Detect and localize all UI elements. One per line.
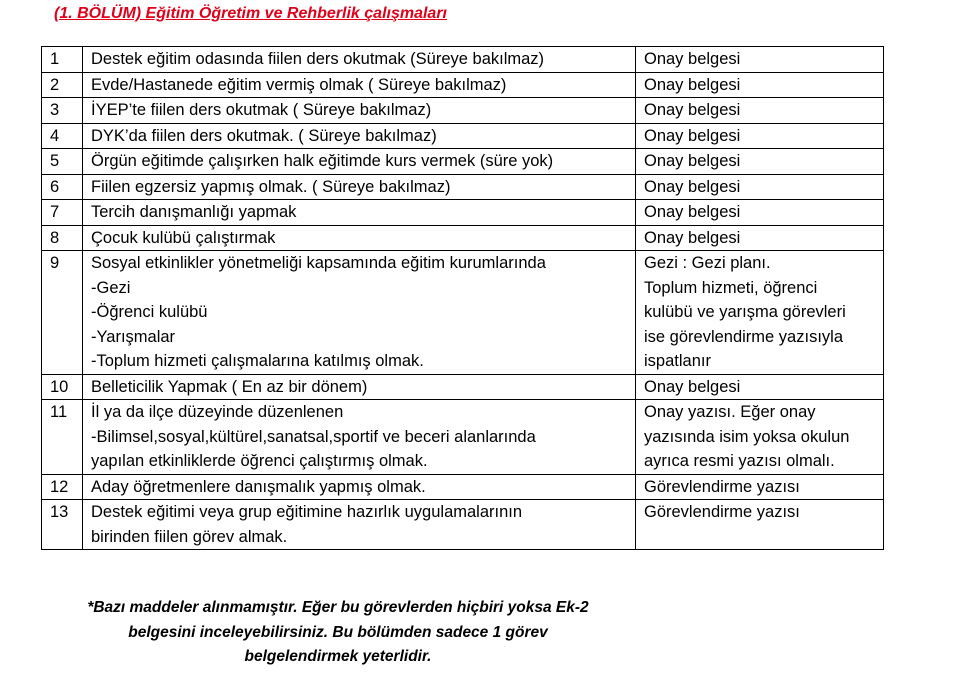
description-line: Tercih danışmanlığı yapmak (91, 203, 297, 221)
required-document (636, 149, 884, 175)
activities-table-body (42, 47, 884, 550)
description-line: Fiilen egzersiz yapmış olmak. ( Süreye bakılmaz) (91, 177, 451, 196)
row-number: 13 (42, 500, 83, 550)
description-line: Destek eğitimi veya grup eğitimine hazırlık uygulamalarının (91, 503, 523, 521)
activity-description (83, 47, 636, 73)
table-row (42, 474, 884, 500)
activity-description (83, 98, 636, 124)
row-number: 10 (42, 374, 83, 400)
description-line: İl ya da ilçe düzeyinde düzenlenen (91, 403, 344, 421)
activity-description (83, 400, 636, 475)
table-row (42, 47, 884, 73)
document-line: Görevlendirme yazısı (644, 477, 800, 496)
required-document (636, 123, 884, 149)
required-document (636, 47, 884, 73)
description-line: Belleticilik Yapmak ( En az bir dönem) (91, 377, 368, 396)
activity-description (83, 474, 636, 500)
row-number: 7 (42, 200, 83, 226)
document-line: ise görevlendirme yazısıyla (644, 327, 843, 346)
description-line: Örgün eğitimde çalışırken halk eğitimde kurs vermek (süre yok) (91, 152, 554, 170)
row-number: 1 (42, 47, 83, 73)
document-line: Onay yazısı. Eğer onay (644, 403, 816, 421)
row-number: 9 (42, 251, 83, 375)
row-number: 2 (42, 72, 83, 98)
activity-description (83, 374, 636, 400)
footnote (0, 596, 676, 670)
document-line: Görevlendirme yazısı (644, 503, 800, 521)
activity-description (83, 149, 636, 175)
description-line: Çocuk kulübü çalıştırmak (91, 228, 276, 247)
description-line: birinden fiilen görev almak. (91, 527, 288, 546)
description-line: Destek eğitim odasında fiilen ders okutmak (Süreye bakılmaz) (91, 50, 545, 68)
table-row (42, 174, 884, 200)
description-line: -Yarışmalar (91, 327, 176, 346)
activity-description (83, 225, 636, 251)
required-document (636, 251, 884, 375)
description-line: DYK’da fiilen ders okutmak. ( Süreye bakılmaz) (91, 126, 437, 145)
document-line: yazısında isim yoksa okulun (644, 427, 850, 446)
document-line: Onay belgesi (644, 50, 741, 68)
row-number: 5 (42, 149, 83, 175)
description-line: Evde/Hastanede eğitim vermiş olmak ( Süreye bakılmaz) (91, 75, 507, 94)
activities-table (41, 46, 884, 550)
required-document (636, 500, 884, 550)
description-line: İYEP’te fiilen ders okutmak ( Süreye bakılmaz) (91, 101, 432, 119)
document-line: Gezi : Gezi planı. (644, 254, 771, 272)
description-line: -Bilimsel,sosyal,kültürel,sanatsal,sportif ve beceri alanlarında (91, 427, 536, 446)
description-line: Sosyal etkinlikler yönetmeliği kapsamında eğitim kurumlarında (91, 254, 546, 272)
activity-description (83, 123, 636, 149)
required-document (636, 200, 884, 226)
table-row (42, 123, 884, 149)
row-number: 12 (42, 474, 83, 500)
activity-description (83, 72, 636, 98)
description-line: yapılan etkinliklerde öğrenci çalıştırmış olmak. (91, 452, 428, 470)
activity-description (83, 251, 636, 375)
description-line: -Gezi (91, 278, 131, 297)
row-number: 3 (42, 98, 83, 124)
document-line: Onay belgesi (644, 228, 741, 247)
description-line: -Toplum hizmeti çalışmalarına katılmış olmak. (91, 352, 424, 370)
description-line: Aday öğretmenlere danışmalık yapmış olmak. (91, 477, 426, 496)
table-row (42, 374, 884, 400)
document-line: Onay belgesi (644, 177, 741, 196)
document-line: Toplum hizmeti, öğrenci (644, 278, 818, 297)
document-line: Onay belgesi (644, 126, 741, 145)
required-document (636, 225, 884, 251)
required-document (636, 98, 884, 124)
required-document (636, 400, 884, 475)
activity-description (83, 200, 636, 226)
required-document (636, 474, 884, 500)
required-document (636, 72, 884, 98)
document-line: Onay belgesi (644, 101, 741, 119)
document-line: Onay belgesi (644, 377, 741, 396)
document-line: ayrıca resmi yazısı olmalı. (644, 452, 835, 470)
document-line: ispatlanır (644, 352, 711, 370)
document-line: kulübü ve yarışma görevleri (644, 303, 846, 321)
row-number: 4 (42, 123, 83, 149)
document-line: Onay belgesi (644, 152, 741, 170)
table-row (42, 98, 884, 124)
table-row (42, 500, 884, 550)
table-row (42, 251, 884, 375)
table-row (42, 200, 884, 226)
table-row (42, 225, 884, 251)
footnote-line: *Bazı maddeler alınmamıştır. Eğer bu görevlerden hiçbiri yoksa Ek-2 (87, 599, 589, 616)
table-row (42, 149, 884, 175)
description-line: -Öğrenci kulübü (91, 303, 208, 321)
row-number: 11 (42, 400, 83, 475)
table-row (42, 400, 884, 475)
row-number: 8 (42, 225, 83, 251)
footnote-line: belgesini inceleyebilirsiniz. Bu bölümden sadece 1 görev (128, 623, 548, 641)
document-line: Onay belgesi (644, 75, 741, 94)
required-document (636, 174, 884, 200)
table-row (42, 72, 884, 98)
row-number: 6 (42, 174, 83, 200)
activity-description (83, 174, 636, 200)
activity-description (83, 500, 636, 550)
document-line: Onay belgesi (644, 203, 741, 221)
footnote-line: belgelendirmek yeterlidir. (244, 648, 432, 665)
section-heading: (1. BÖLÜM) Eğitim Öğretim ve Rehberlik çalışmaları (54, 5, 447, 22)
required-document (636, 374, 884, 400)
